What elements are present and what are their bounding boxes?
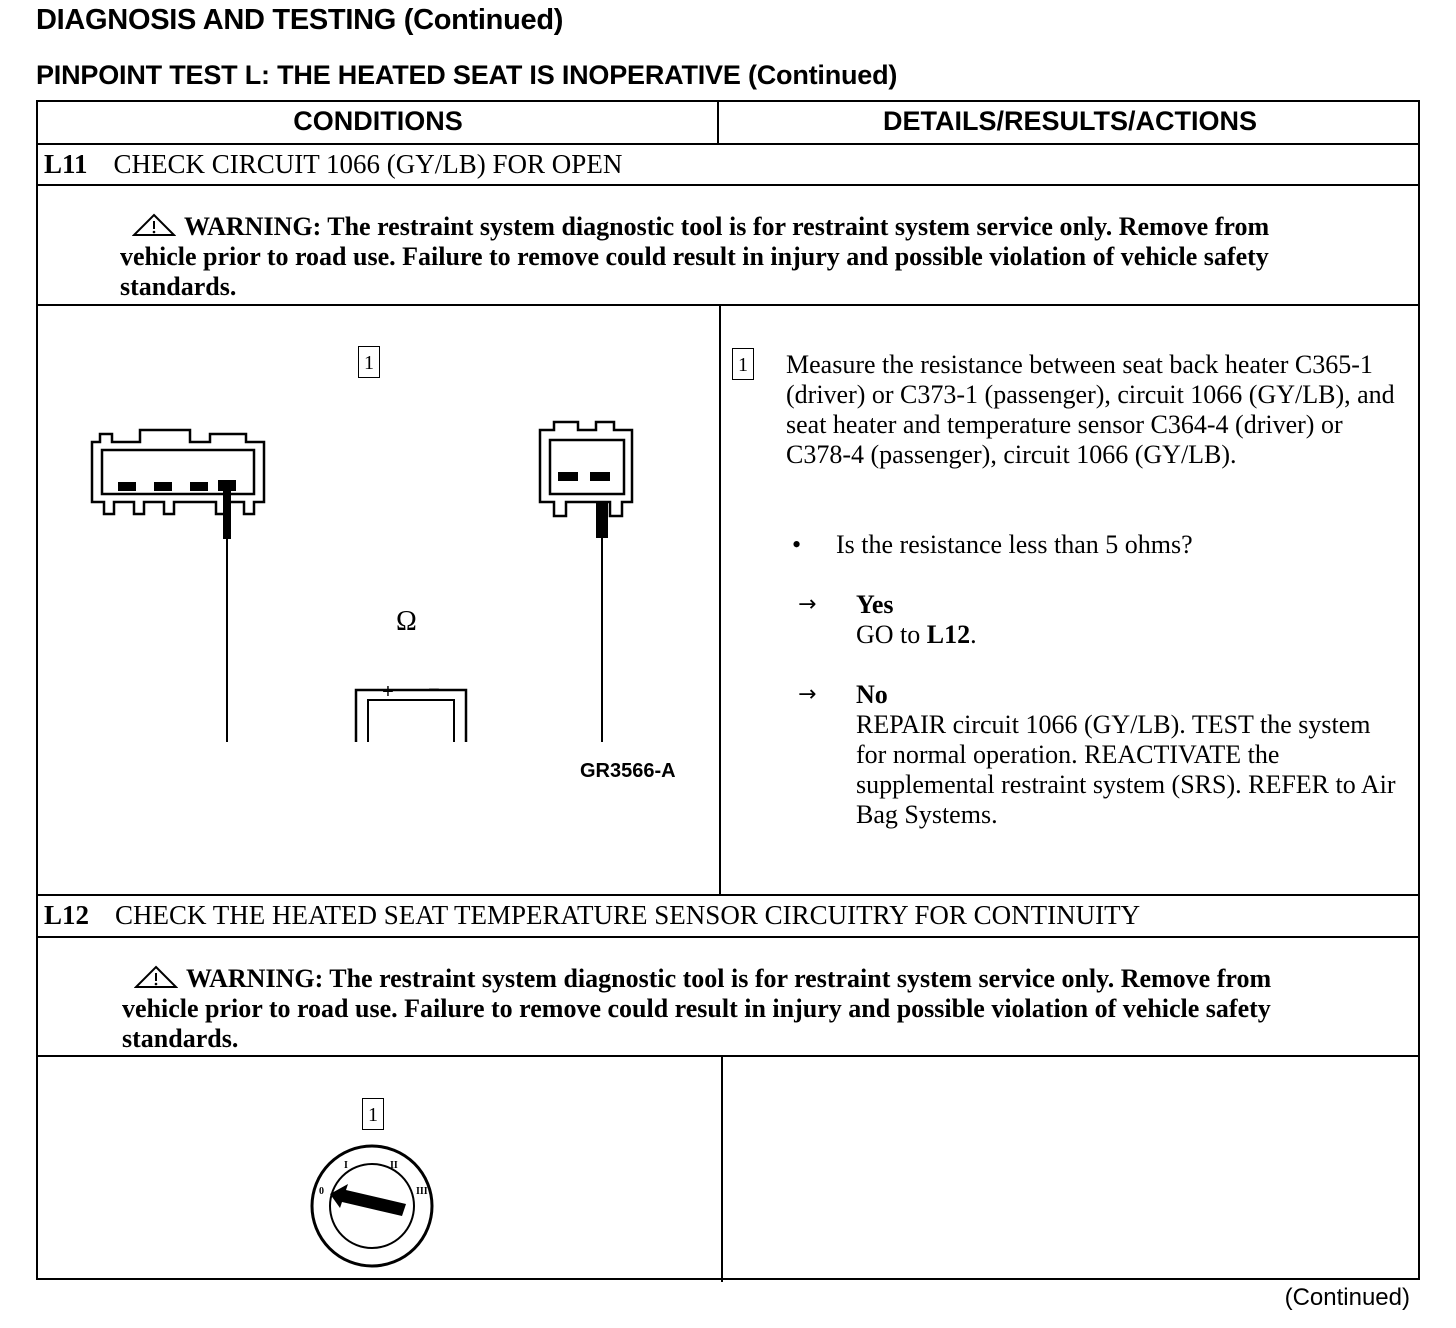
column-header-conditions: CONDITIONS [293,106,463,136]
warning-triangle-icon [134,965,178,989]
step-l11-warning: WARNING: The restraint system diagnostic tool is for restraint system service only. Remove from vehicle prior to road use. Failure to remove could result in injury and possible violation of vehicle safety standards. [120,212,1270,301]
step-l11-title [44,149,622,180]
seat-back-heater-connector-icon [92,430,264,514]
yes-arrow-icon: → [798,592,817,617]
measurement-instruction: Measure the resistance between seat back heater C365-1 (driver) or C373-1 (passenger), circuit 1066 (GY/LB), and seat heater and temperature sensor C364-4 (driver) or C378-4 (passenger), circuit 1066 (GY/LB). [786,350,1395,469]
no-action: REPAIR circuit 1066 (GY/LB). TEST the system for normal operation. REACTIVATE the supplemental restraint system (SRS). REFER to Air Bag Systems. [856,710,1396,829]
figure-id: GR3566-A [580,760,676,782]
negative-terminal-label: − [428,679,440,701]
step-l12-heading: CHECK THE HEATED SEAT TEMPERATURE SENSOR CIRCUITRY FOR CONTINUITY [115,900,1141,930]
figure-callout-1: 1 [362,1098,384,1130]
ohmmeter-icon [356,690,466,742]
ignition-switch-icon [306,1144,440,1270]
step-l11-heading: CHECK CIRCUIT 1066 (GY/LB) FOR OPEN [113,149,623,179]
resistance-question: Is the resistance less than 5 ohms? [836,530,1193,559]
continued-note: (Continued) [1284,1284,1410,1311]
yes-label: Yes [856,590,894,619]
warning-triangle-icon [132,213,176,237]
step-l12-id: L12 [44,900,90,930]
step-l12-warning: WARNING: The restraint system diagnostic tool is for restraint system service only. Remove from vehicle prior to road use. Failure to remove could result in injury and possible violation of vehicle safety standards. [122,964,1272,1053]
ignition-position-2: II [390,1160,398,1171]
detail-callout-1: 1 [732,348,754,380]
no-label: No [856,680,888,709]
bullet: • [792,530,802,559]
seat-heater-temperature-sensor-connector-icon [540,422,632,516]
yes-action: GO to L12. [856,620,977,649]
ignition-position-1: I [344,1160,348,1171]
ignition-position-0: 0 [319,1186,324,1197]
step-l12-title [44,900,1140,931]
page-title: DIAGNOSIS AND TESTING (Continued) [36,4,564,36]
pinpoint-test-title: PINPOINT TEST L: THE HEATED SEAT IS INOPERATIVE (Continued) [36,60,898,90]
ohm-symbol: Ω [396,606,417,637]
figure-callout-1: 1 [358,346,380,378]
ignition-position-3: III [416,1186,428,1197]
step-l11-id: L11 [44,149,88,179]
pinpoint-test-table [36,100,1420,1280]
positive-terminal-label: + [382,681,394,703]
no-arrow-icon: → [798,682,817,707]
column-header-details: DETAILS/RESULTS/ACTIONS [882,106,1257,136]
